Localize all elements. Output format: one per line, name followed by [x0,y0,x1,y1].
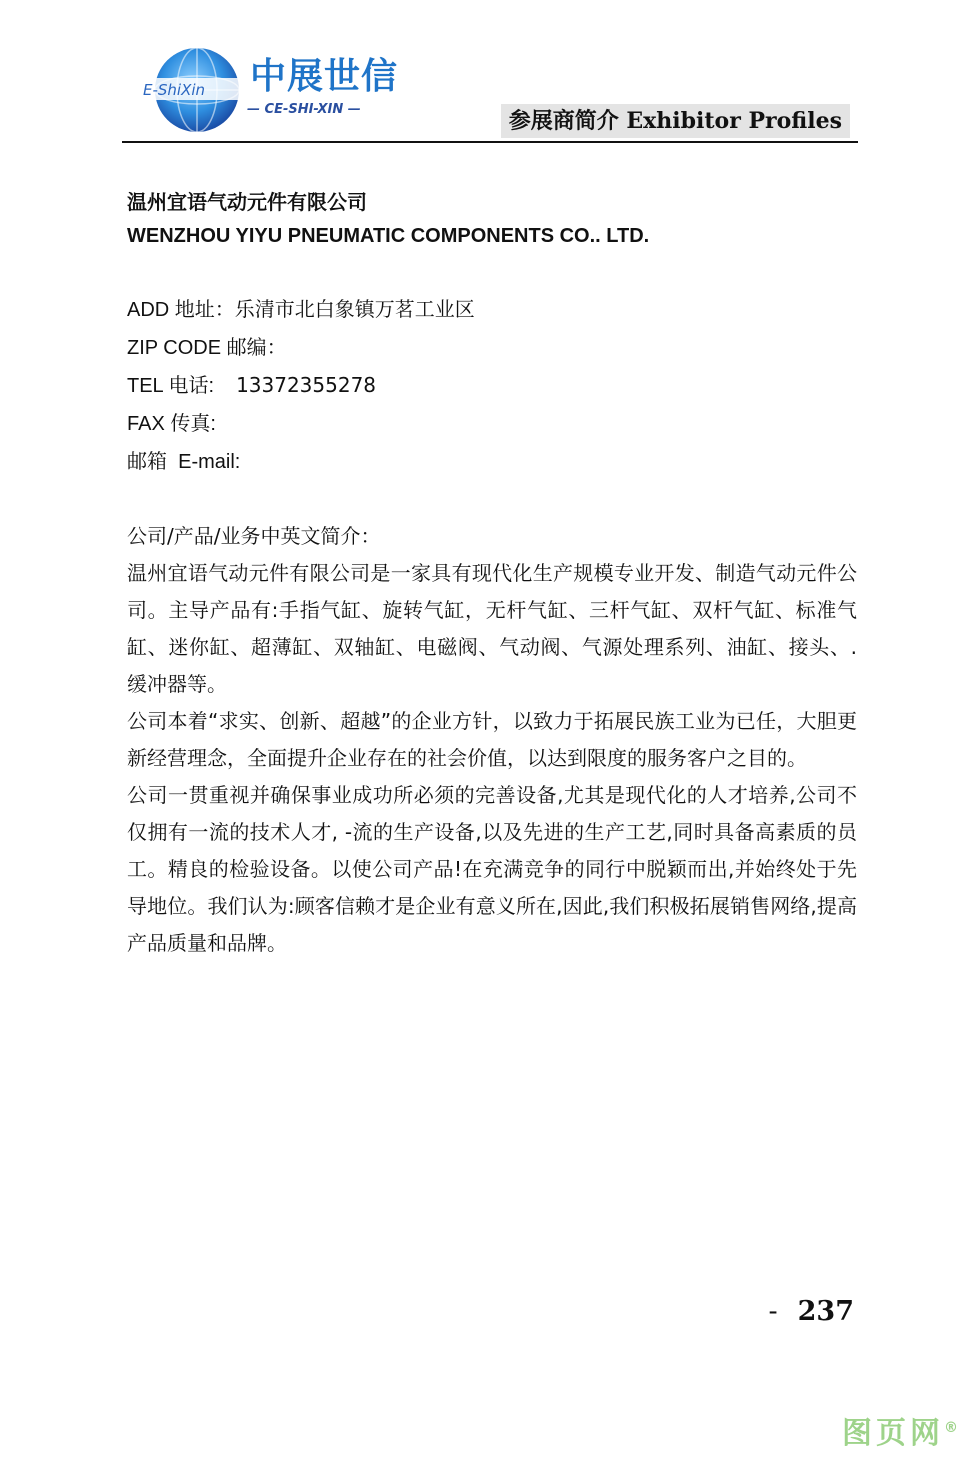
watermark-text: 图页网 [842,1416,944,1451]
logo-band-text: E-ShiXin [143,81,206,99]
contact-zip [127,329,857,367]
company-name-en: WENZHOU YIYU PNEUMATIC COMPONENTS CO.. LTD. [127,225,650,247]
contact-info [127,291,857,481]
intro-heading: 公司/产品/业务中英文简介： [127,524,381,548]
contact-address [127,291,857,329]
contact-fax [127,405,857,443]
logo-text-cn: 中展世信 [250,56,399,97]
intro-paragraph: 公司本着“求实、创新、超越”的企业方针，以致力于拓展民族工业为已任，大胆更新经营理念，全面提升企业存在的社会价值，以达到限度的服务客户之目的。 [127,709,857,770]
company-name-cn: 温州宜语气动元件有限公司 [127,190,367,214]
logo-text-en: — CE-SHI-XIN — [247,102,361,117]
header-divider [122,141,858,143]
contact-value: 13372355278 [236,373,377,397]
registered-mark: ® [944,1420,962,1436]
section-title: 参展商简介 Exhibitor Profiles [501,104,850,138]
company-intro [127,518,857,962]
contact-email [127,443,857,481]
exhibitor-profile [127,186,857,962]
page-number [769,1296,855,1327]
contact-label: ADD 地址： [127,299,235,321]
contact-label: 邮箱 E-mail: [127,451,241,473]
logo [135,44,400,136]
globe-logo-icon [135,44,250,136]
contact-label: TEL 电话: [127,375,215,397]
intro-paragraph: 公司一贯重视并确保事业成功所必须的完善设备,尤其是现代化的人才培养,公司不仅拥有一流的技术人才, -流的生产设备,以及先进的生产工艺,同时具备高素质的员工。精良的检验设备。以使公司产品!在充满竞争的同行中脱颖而出,并始终处于先导地位。我们认为:顾客信赖才是企业有意义所在,因此,我们积极拓展销售网络,提高产品质量和品牌。 [127,783,857,955]
page-dash: - [768,1296,778,1327]
page-number-value: 237 [797,1296,854,1327]
contact-label: FAX 传真: [127,413,216,435]
intro-paragraph: 温州宜语气动元件有限公司是一家具有现代化生产规模专业开发、制造气动元件公司。主导产品有:手指气缸、旋转气缸，无杆气缸、三杆气缸、双杆气缸、标准气缸、迷你缸、超薄缸、双轴缸、电磁阀、气动阀、气源处理系列、油缸、接头、. 缓冲器等。 [127,561,857,696]
contact-label: ZIP CODE 邮编： [127,337,287,359]
contact-tel [127,367,857,405]
watermark [842,1408,962,1452]
contact-value: 乐清市北白象镇万茗工业区 [234,297,475,321]
